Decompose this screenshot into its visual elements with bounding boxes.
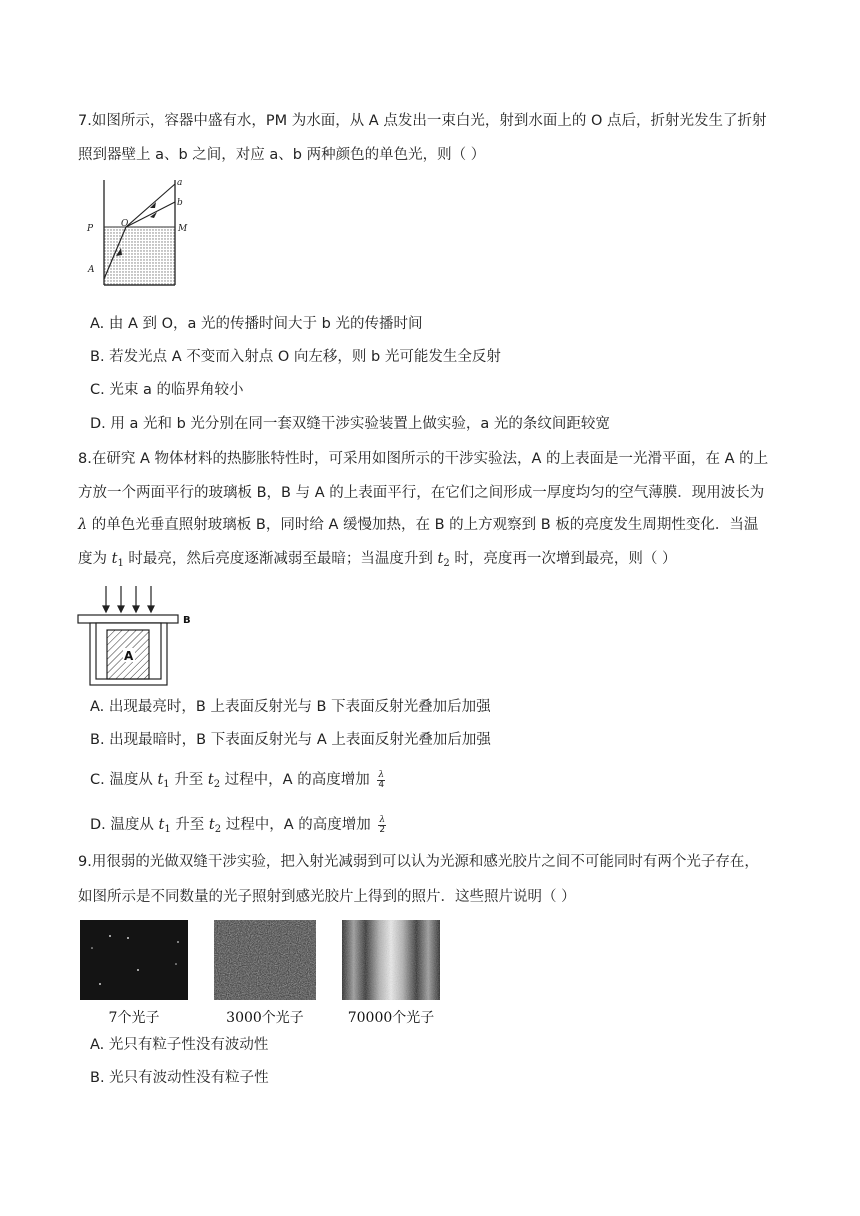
q7-label-O: O [121, 219, 129, 229]
q8-label-A: A [124, 649, 134, 663]
q7-option-d: D. 用 a 光和 b 光分别在同一套双缝干涉实验装置上做实验，a 光的条纹间距较宽 [90, 416, 610, 432]
q8-label-B: B [183, 615, 191, 626]
lambda-symbol: λ [78, 517, 88, 533]
q7-label-a: a [177, 178, 183, 188]
q7-refraction-figure [80, 172, 200, 288]
q7-stem-line1: 7.如图所示，容器中盛有水，PM 为水面，从 A 点发出一束白光，射到水面上的 O 点后，折射光发生了折射 [78, 113, 767, 129]
photo-70000-photons [342, 920, 440, 1000]
q8-stem-line3 [78, 515, 758, 535]
t2-symbol [438, 551, 450, 567]
q8-thermal-expansion-figure [76, 584, 198, 688]
q9-stem-line1: 9.用很弱的光做双缝干涉实验，把入射光减弱到可以认为光源和感光胶片之间不可能同时有两个光子存在， [78, 854, 759, 870]
t2-sub: 2 [213, 779, 221, 790]
t2-symbol [209, 817, 221, 833]
q7-label-A: A [88, 265, 95, 275]
q7-label-M: M [178, 224, 188, 234]
t2-sub: 2 [214, 824, 222, 835]
t2-var: t [207, 772, 214, 788]
q7-label-b: b [177, 198, 183, 208]
frac-numerator: λ [378, 769, 385, 780]
q8-option-d [90, 815, 386, 840]
t1-sub: 1 [164, 824, 171, 835]
q8-stem-line4-a: 度为 [78, 551, 112, 567]
t1-symbol [159, 817, 171, 833]
t1-sub: 1 [117, 558, 124, 569]
q8-option-b: B. 出现最暗时，B 下表面反射光与 A 上表面反射光叠加后加强 [90, 732, 491, 748]
t1-sub: 1 [163, 779, 170, 790]
t2-sub: 2 [443, 558, 450, 569]
q8-stem-line2: 方放一个两面平行的玻璃板 B，B 与 A 的上表面平行，在它们之间形成一厚度均匀的空气薄膜．现用波长为 [78, 485, 765, 501]
q7-stem-line2: 照到器壁上 a、b 之间，对应 a、b 两种颜色的单色光，则（ ） [78, 147, 486, 163]
q7-label-P: P [87, 224, 94, 234]
t1-var: t [157, 772, 164, 788]
q8-option-c-end: 过程中，A 的高度增加 [220, 772, 375, 788]
q8-option-c [90, 770, 385, 795]
q8-stem-line4-b: 时最亮，然后亮度逐渐减弱至最暗；当温度升到 [123, 551, 438, 567]
t1-var: t [158, 817, 165, 833]
frac-denominator: 2 [379, 824, 386, 835]
t2-var: t [208, 817, 215, 833]
q8-stem-line4-c: 时，亮度再一次增到最亮，则（ ） [449, 551, 677, 567]
lambda-over-2 [378, 816, 386, 835]
photo-caption-7: 7个光子 [108, 1010, 160, 1026]
t1-var: t [111, 551, 118, 567]
q8-stem-line3-text: 的单色光垂直照射玻璃板 B，同时给 A 缓慢加热，在 B 的上方观察到 B 板的亮度发生周期性变化．当温 [87, 517, 759, 533]
q8-option-c-mid: 升至 [169, 772, 208, 788]
q8-option-d-a: D. 温度从 [90, 817, 159, 833]
t2-symbol [208, 772, 220, 788]
q8-stem-line4 [78, 549, 676, 574]
photo-7-photons [80, 920, 188, 1000]
q8-option-d-mid: 升至 [170, 817, 209, 833]
frac-numerator: λ [379, 814, 386, 825]
q7-option-b: B. 若发光点 A 不变而入射点 O 向左移，则 b 光可能发生全反射 [90, 349, 501, 365]
q7-option-c: C. 光束 a 的临界角较小 [90, 382, 244, 398]
q8-stem-line1: 8.在研究 A 物体材料的热膨胀特性时，可采用如图所示的干涉实验法，A 的上表面是一光滑平面，在 A 的上 [78, 451, 769, 467]
q9-option-b: B. 光只有波动性没有粒子性 [90, 1070, 269, 1086]
q8-option-d-end: 过程中，A 的高度增加 [221, 817, 376, 833]
q7-option-a: A. 由 A 到 O，a 光的传播时间大于 b 光的传播时间 [90, 316, 423, 332]
frac-denominator: 4 [378, 779, 385, 790]
photo-3000-photons [214, 920, 316, 1000]
t2-var: t [437, 551, 444, 567]
q8-option-a: A. 出现最亮时，B 上表面反射光与 B 下表面反射光叠加后加强 [90, 699, 491, 715]
photo-caption-3000: 3000个光子 [226, 1010, 304, 1026]
q9-stem-line2: 如图所示是不同数量的光子照射到感光胶片上得到的照片．这些照片说明（ ） [78, 889, 576, 905]
lambda-over-4 [377, 771, 385, 790]
q8-option-c-a: C. 温度从 [90, 772, 158, 788]
t1-symbol [112, 551, 124, 567]
photo-caption-70000: 70000个光子 [347, 1010, 435, 1026]
q9-option-a: A. 光只有粒子性没有波动性 [90, 1037, 269, 1053]
t1-symbol [157, 772, 169, 788]
